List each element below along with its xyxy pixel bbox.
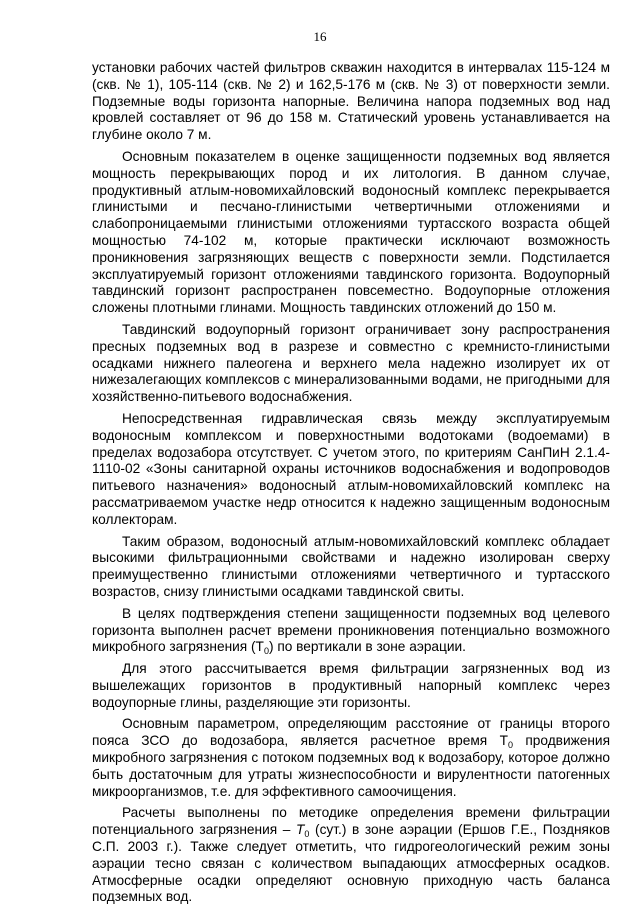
subscript-zero: 0 xyxy=(507,740,513,751)
paragraph-4: Непосредственная гидравлическая связь между эксплуатируемым водоносным комплексом и поверхностными водотоками (водоемами) в пределах водозабора отсутствует. С учетом этого, по критериям СанПиН 2.1.4-1110-02 «Зоны санитарной охраны источников водоснабжения и водопроводов питьевого назначения» водоносный атлым-новомихайловский комплекс на рассматриваемом участке недр относится к надежно защищенным водоносным коллекторам. xyxy=(92,410,610,527)
subscript-zero: 0 xyxy=(263,646,269,657)
paragraph-8-text: Основным параметром, определяющим расстояние от границы второго пояса ЗСО до водозабора, является расчетное время Т xyxy=(92,716,610,749)
paragraph-5: Таким образом, водоносный атлым-новомихайловский комплекс обладает высокими фильтрационными свойствами и надежно изолирован сверху преимущественно глинистыми отложениями четвертичного и туртасского возрастов, снизу глинистыми осадками тавдинской свиты. xyxy=(92,533,610,599)
paragraph-9 xyxy=(92,805,610,906)
paragraph-7: Для этого рассчитывается время фильтрации загрязненных вод из вышележащих горизонтов в продуктивный напорный комплекс через водоупорные глины, разделяющие эти горизонты. xyxy=(92,661,610,710)
paragraph-9-text-end: (сут.) в зоне аэрации (Ершов Г.Е., Поздняков С.П. 2003 г.). Также следует отметить, что гидрогеологический режим зоны аэрации тесно связан с количеством выпадающих атмосферных осадков. Атмосферные осадки определяют основную приходную часть баланса подземных вод. xyxy=(92,822,610,905)
subscript-zero: 0 xyxy=(304,829,310,840)
page-number: 16 xyxy=(313,29,327,44)
paragraph-2: Основным показателем в оценке защищенности подземных вод является мощность перекрывающих пород и их литология. В данном случае, продуктивный атлым-новомихайловский водоносный комплекс перекрывается глинистыми и песчано-глинистыми четвертичными отложениями и слабопроницаемыми глинистыми отложениями туртасского возраста общей мощностью 74-102 м, которые практически исключают возможность проникновения загрязняющих веществ с поверхности земли. Подстилается эксплуатируемый горизонт отложениями тавдинского горизонта. Водоупорный тавдинский горизонт распространен повсеместно. Водоупорные отложения сложены плотными глинами. Мощность тавдинских отложений до 150 м. xyxy=(92,148,610,316)
formula-symbol-t: T xyxy=(296,822,305,838)
paragraph-6 xyxy=(92,606,610,656)
paragraph-1: установки рабочих частей фильтров скважин находится в интервалах 115-124 м (скв. № 1), 105-114 (скв. № 2) и 162,5-176 м (скв. № 3) от поверхности земли. Подземные воды горизонта напорные. Величина напора подземных вод над кровлей составляет от 96 до 158 м. Статический уровень устанавливается на глубине около 7 м. xyxy=(92,60,610,143)
paragraph-6-text-end: ) по вертикали в зоне аэрации. xyxy=(268,639,466,655)
paragraph-8-text-end: продвижения микробного загрязнения с потоком подземных вод к водозабору, которое должно быть достаточным для утраты жизнеспособности и вирулентности патогенных микроорганизмов, т.е. для эффективного самоочищения. xyxy=(92,733,610,799)
document-body xyxy=(92,60,610,911)
paragraph-8 xyxy=(92,716,610,800)
paragraph-3: Тавдинский водоупорный горизонт ограничивает зону распространения пресных подземных вод в разрезе и совместно с кремнисто-глинистыми осадками нижнего палеогена и верхнего мела надежно изолирует их от нижезалегающих комплексов с минерализованными водами, не пригодными для хозяйственно-питьевого водоснабжения. xyxy=(92,321,610,405)
paragraph-6-text: В целях подтверждения степени защищенности подземных вод целевого горизонта выполнен расчет времени проникновения потенциально возможного микробного загрязнения (Т xyxy=(92,605,610,655)
paragraph-9-text: Расчеты выполнены по методике определения времени фильтрации потенциального загрязнения – xyxy=(92,805,610,838)
